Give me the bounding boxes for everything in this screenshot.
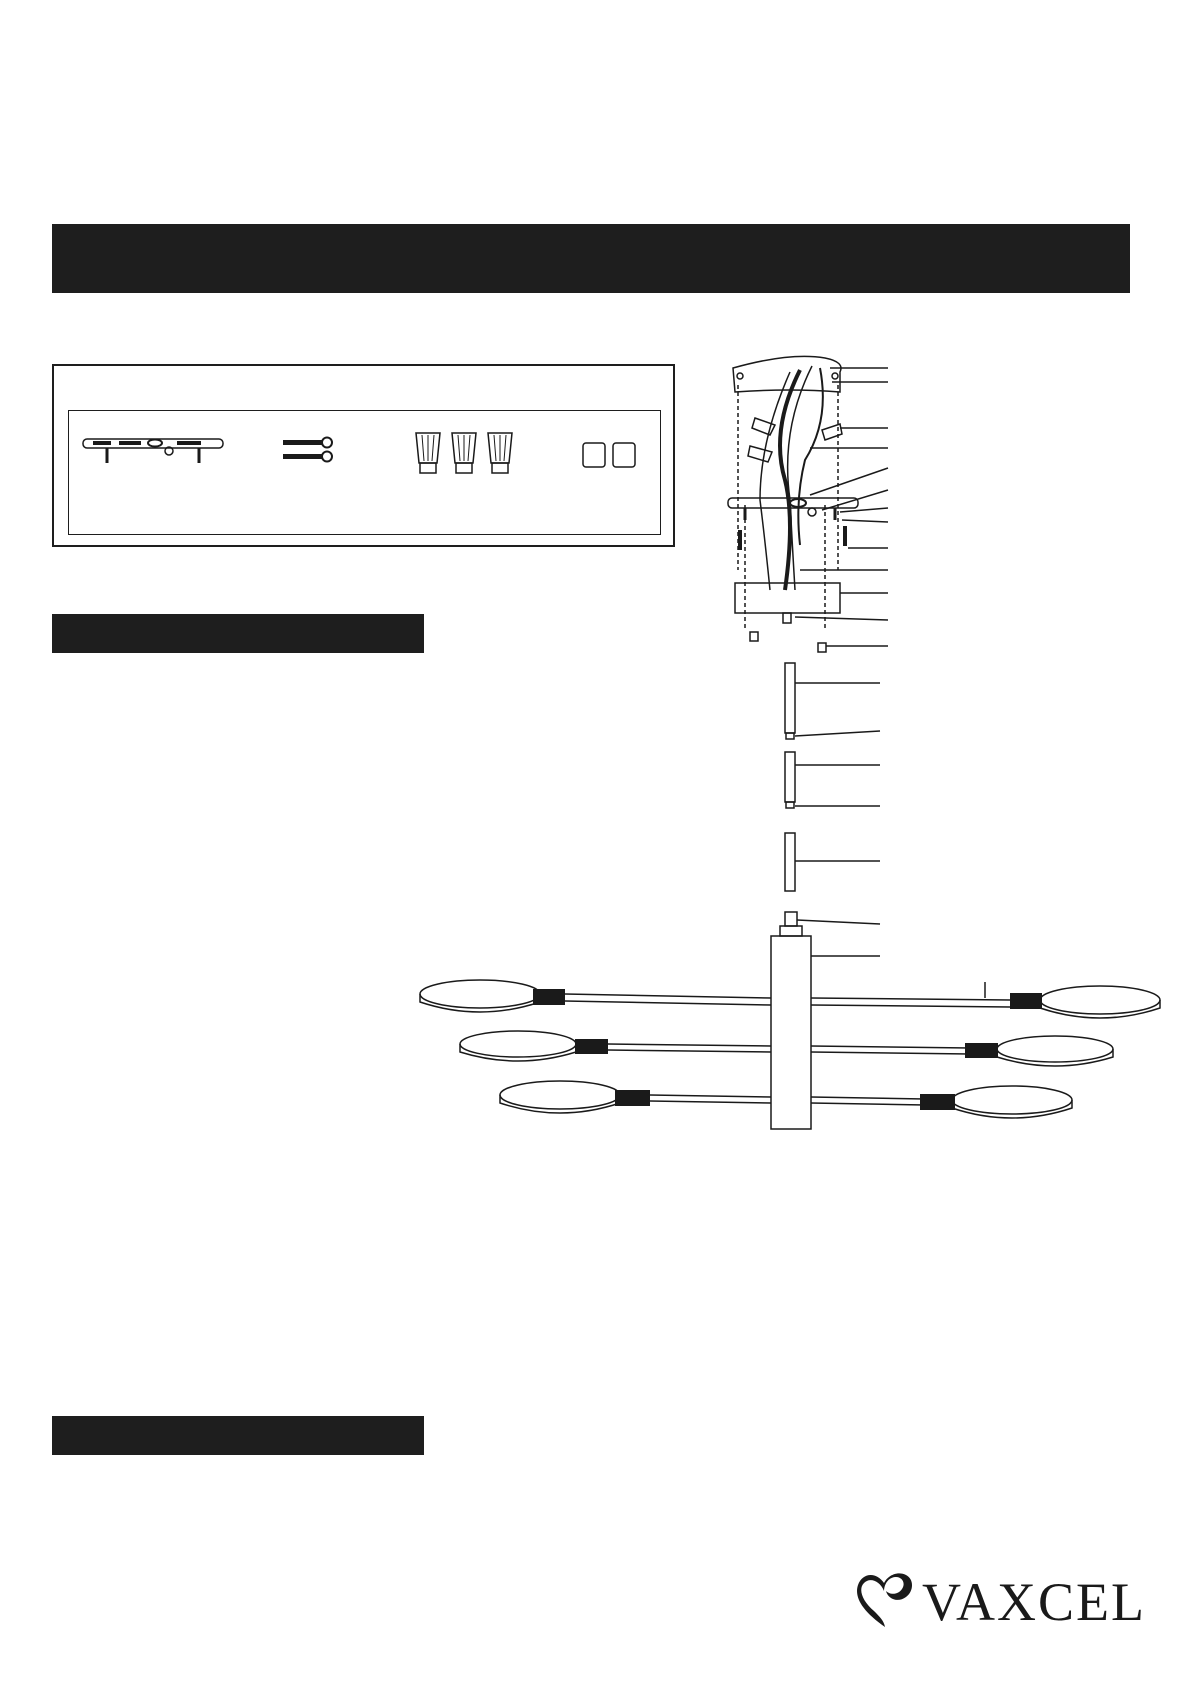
section-header-bar <box>52 614 424 653</box>
vaxcel-heart-swirl-icon <box>852 1567 918 1633</box>
page-title-bar <box>52 224 1130 293</box>
exploded-chandelier-diagram <box>380 350 1170 1140</box>
brand-name: VAXCEL <box>922 1572 1147 1632</box>
vaxcel-logo <box>852 1565 1147 1635</box>
mounting-strap-icon <box>81 431 226 471</box>
junction-box <box>733 356 841 392</box>
section-header-bar <box>52 1416 424 1455</box>
mounting-screws-icon <box>281 436 336 466</box>
